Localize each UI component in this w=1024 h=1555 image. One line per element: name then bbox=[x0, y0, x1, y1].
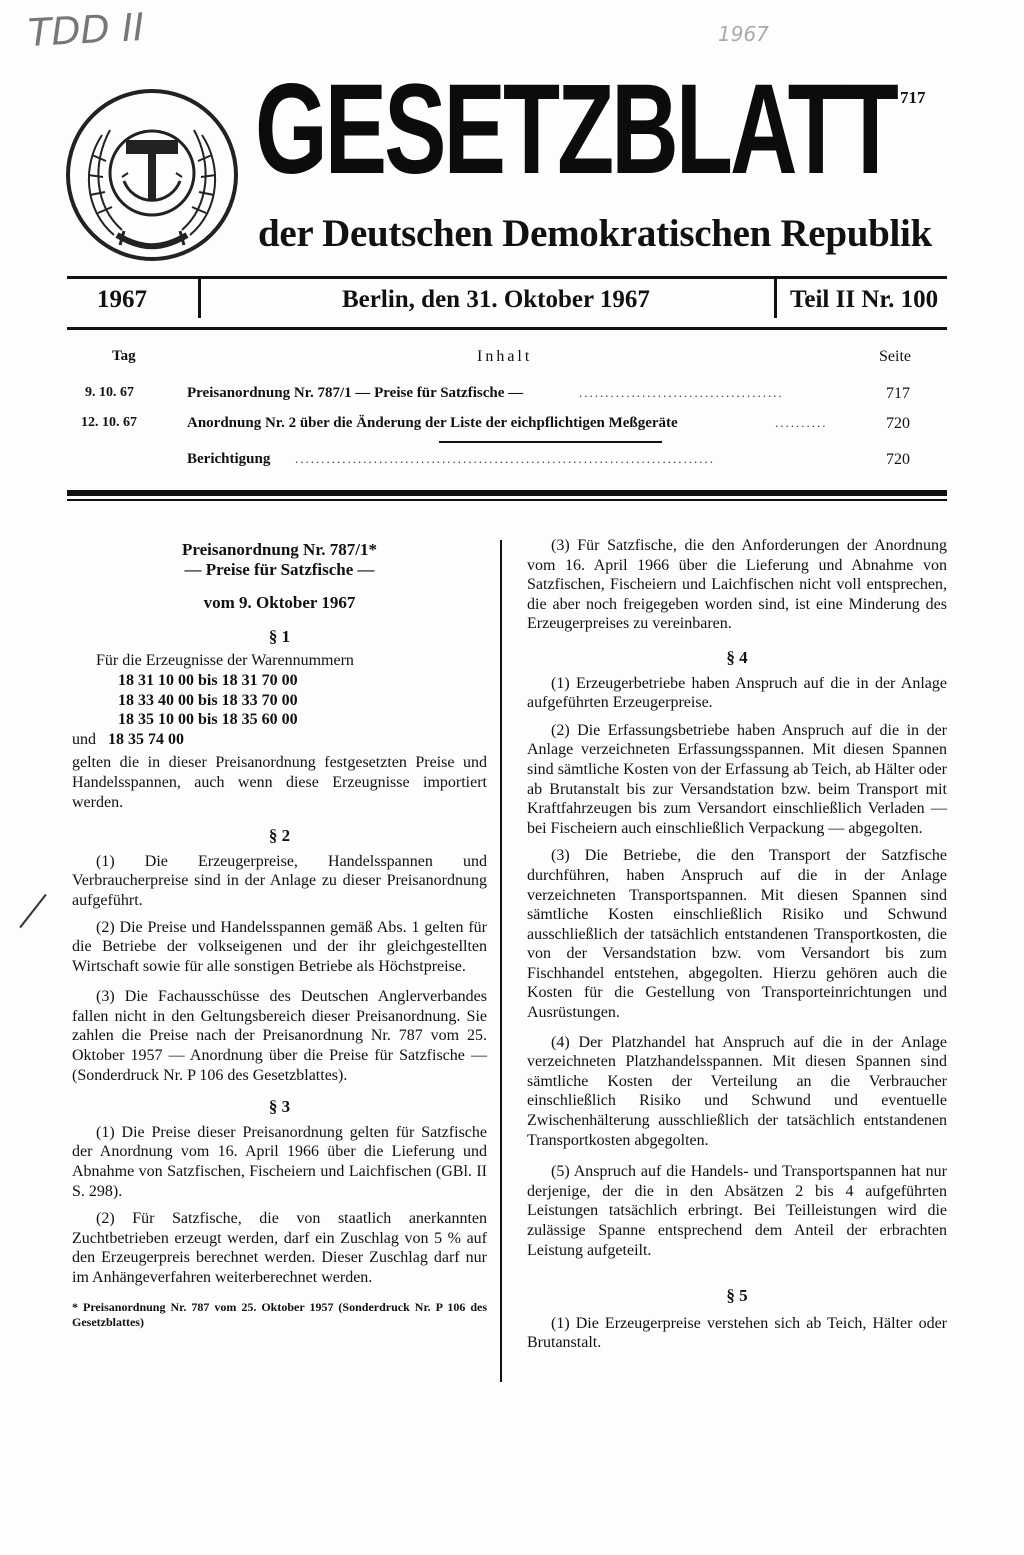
handwritten-note: TDD II bbox=[26, 4, 146, 56]
paragraph: (2) Die Erfassungsbetriebe haben Anspruch auf die in der Anlage verzeichneten Erfassungsspannen. Mit diesen Spannen sind sämtliche Kosten von der Erfassung ab Teich, ab Hälter oder ab Brutanstalt bis zur Versandstation bzw. beim Transport mit Kraftfahrzeugen bis zum Versandort einschließlich Verladen — bei Fischeiern auch einschließlich Verpackung — abgegolten. bbox=[527, 721, 947, 837]
paragraph: (1) Erzeugerbetriebe haben Anspruch auf die in der Anlage aufgeführten Erzeugerpreise. bbox=[527, 674, 947, 712]
paragraph: (3) Für Satzfische, die den Anforderungen der Anordnung vom 16. April 1966 über die Lieferung und Abnahme von Satzfischen, Fischeiern und Laichfischen nicht voll entsprechen, die aber noch freigegeben worden sind, ist eine Minderung des Erzeugerpreises zu vereinbaren. bbox=[527, 537, 947, 633]
ordinance-subtitle: — Preise für Satzfische — bbox=[184, 559, 375, 579]
toc-item-date: 9. 10. 67 bbox=[85, 385, 134, 400]
ware-number-und: und bbox=[72, 730, 96, 748]
toc-item-page: 720 bbox=[886, 415, 910, 432]
section-heading: § 3 bbox=[268, 1097, 291, 1117]
toc-header-page: Seite bbox=[879, 348, 911, 365]
footnote: * Preisanordnung Nr. 787 vom 25. Oktober 1957 (Sonderdruck Nr. P 106 des Gesetzblattes) bbox=[72, 1299, 487, 1329]
paragraph: (1) Die Preise dieser Preisanordnung gelten für Satzfische der Anordnung vom 16. April 1966 über die Lieferung und Abnahme von Satzfischen, Fischeiern und Laichfischen (GBl. II S. 298). bbox=[72, 1123, 487, 1200]
ordinance-title: Preisanordnung Nr. 787/1* bbox=[181, 540, 378, 559]
toc-leader-dots: ....................................... bbox=[579, 385, 784, 400]
toc-item-date: 12. 10. 67 bbox=[81, 415, 137, 430]
ware-number-range: 18 35 10 00 bis 18 35 60 00 bbox=[118, 711, 298, 729]
toc-item-page: 720 bbox=[886, 451, 910, 468]
toc-item-page: 717 bbox=[886, 385, 910, 402]
masthead-title: GESETZBLATT bbox=[255, 58, 896, 201]
toc-rule-thick bbox=[67, 490, 947, 496]
paragraph: (4) Der Platzhandel hat Anspruch auf die in der Anlage verzeichneten Platzhandelsspannen. Mit diesen Spannen sind sämtliche Kosten der Verteilung an die Verbraucher einschließlich Risiko und Schwund und eventuelle Zwischenhälterung ausschließlich der tatsächlich entstandenen Transportkosten abgegolten. bbox=[527, 1033, 947, 1149]
paragraph: (1) Die Erzeugerpreise verstehen sich ab Teich, Hälter oder Brutanstalt. bbox=[527, 1314, 947, 1352]
toc-item-title: Berichtigung bbox=[187, 451, 271, 467]
toc-header-date: Tag bbox=[112, 348, 136, 364]
paragraph: (2) Die Preise und Handelsspannen gemäß Abs. 1 gelten für die Betriebe der volkseigenen und der ihr gleichgestellten Wirtschaft sowie für alle sonstigen Betriebe als Höchstpreise. bbox=[72, 918, 487, 975]
toc-separator bbox=[439, 441, 662, 443]
issue-part-number: Teil II Nr. 100 bbox=[790, 286, 939, 313]
issue-divider bbox=[774, 276, 777, 318]
ware-number-value: 18 35 74 00 bbox=[108, 730, 184, 748]
ware-number-last bbox=[72, 730, 487, 750]
page-number: 717 bbox=[900, 88, 926, 107]
toc-header-title: Inhalt bbox=[477, 348, 533, 365]
header-rule-bottom bbox=[67, 327, 947, 330]
paragraph: Für die Erzeugnisse der Warennummern bbox=[96, 652, 354, 670]
ordinance-date: vom 9. Oktober 1967 bbox=[203, 593, 356, 613]
ware-number-range: 18 33 40 00 bis 18 33 70 00 bbox=[118, 691, 298, 709]
paragraph: (1) Die Erzeugerpreise, Handelsspannen und Verbraucherpreise sind in der Anlage zu dieser Preisanordnung aufgeführt. bbox=[72, 852, 487, 909]
paragraph: gelten die in dieser Preisanordnung festgesetzten Preise und Handelsspannen, auch wenn diese Erzeugnisse importiert werden. bbox=[72, 754, 487, 811]
section-heading: § 5 bbox=[726, 1286, 748, 1306]
paragraph: (3) Die Betriebe, die den Transport der Satzfische durchführen, haben Anspruch auf die in der Anlage verzeichneten Transportspannen. Mit diesen Spannen sind sämtliche Kosten einschließlich Risiko und Schwund ausschließlich der tatsächlich entstandenen Transportkosten, die von der Versandstation bzw. vom Versandort bis zum Fischhandel entstehen, abgegolten. Hierzu gehören auch die Kosten für die Gestellung von Transporteinrichtungen und Ausrüstungen. bbox=[527, 847, 947, 1022]
pencil-mark bbox=[19, 894, 46, 928]
left-column bbox=[72, 540, 487, 1330]
toc-item-title: Anordnung Nr. 2 über die Änderung der Liste der eichpflichtigen Meßgeräte bbox=[187, 415, 678, 431]
toc-leader-dots: .......... bbox=[775, 415, 828, 430]
ware-number-range: 18 31 10 00 bis 18 31 70 00 bbox=[118, 671, 298, 689]
issue-bar bbox=[67, 276, 947, 332]
issue-place-date: Berlin, den 31. Oktober 1967 bbox=[342, 286, 650, 313]
handwritten-note-faint: 1967 bbox=[718, 22, 769, 46]
gdr-state-emblem-icon bbox=[62, 85, 242, 265]
paragraph: (3) Die Fachausschüsse des Deutschen Anglerverbandes fallen nicht in den Geltungsbereich dieser Preisanordnung. Sie zahlen die Preise nach der Preisanordnung Nr. 787 vom 25. Oktober 1957 — Anordnung über die Preise für Satzfische — (Sonderdruck Nr. P 106 des Gesetzblattes). bbox=[72, 988, 487, 1084]
section-heading: § 4 bbox=[726, 647, 748, 667]
paragraph: (2) Für Satzfische, die von staatlich anerkannten Zuchtbetrieben erzeugt werden, darf ein Zuschlag von 5 % auf den Erzeugerpreis berechnet werden. Dieser Zuschlag darf nur im Anhängeverfahren weiterberechnet werden. bbox=[72, 1210, 487, 1286]
section-heading: § 1 bbox=[268, 626, 291, 646]
issue-divider bbox=[198, 276, 201, 318]
masthead-subtitle: der Deutschen Demokratischen Republik bbox=[258, 212, 932, 255]
section-heading: § 2 bbox=[268, 826, 291, 846]
right-column bbox=[527, 536, 947, 1353]
column-divider bbox=[500, 540, 502, 1382]
toc-item-title: Preisanordnung Nr. 787/1 — Preise für Satzfische — bbox=[187, 385, 524, 401]
toc-leader-dots: ................................................................................ bbox=[295, 451, 715, 466]
issue-year: 1967 bbox=[97, 286, 147, 313]
paragraph: (5) Anspruch auf die Handels- und Transportspannen hat nur derjenige, der die in den Absätzen 2 bis 4 aufgeführten Leistungen tatsächlich erbringt. Bei Teilleistungen wird die zulässige Spanne entsprechend dem Anteil der erbrachten Leistung aufgeteilt. bbox=[527, 1163, 947, 1259]
toc-rule-thin bbox=[67, 499, 947, 501]
